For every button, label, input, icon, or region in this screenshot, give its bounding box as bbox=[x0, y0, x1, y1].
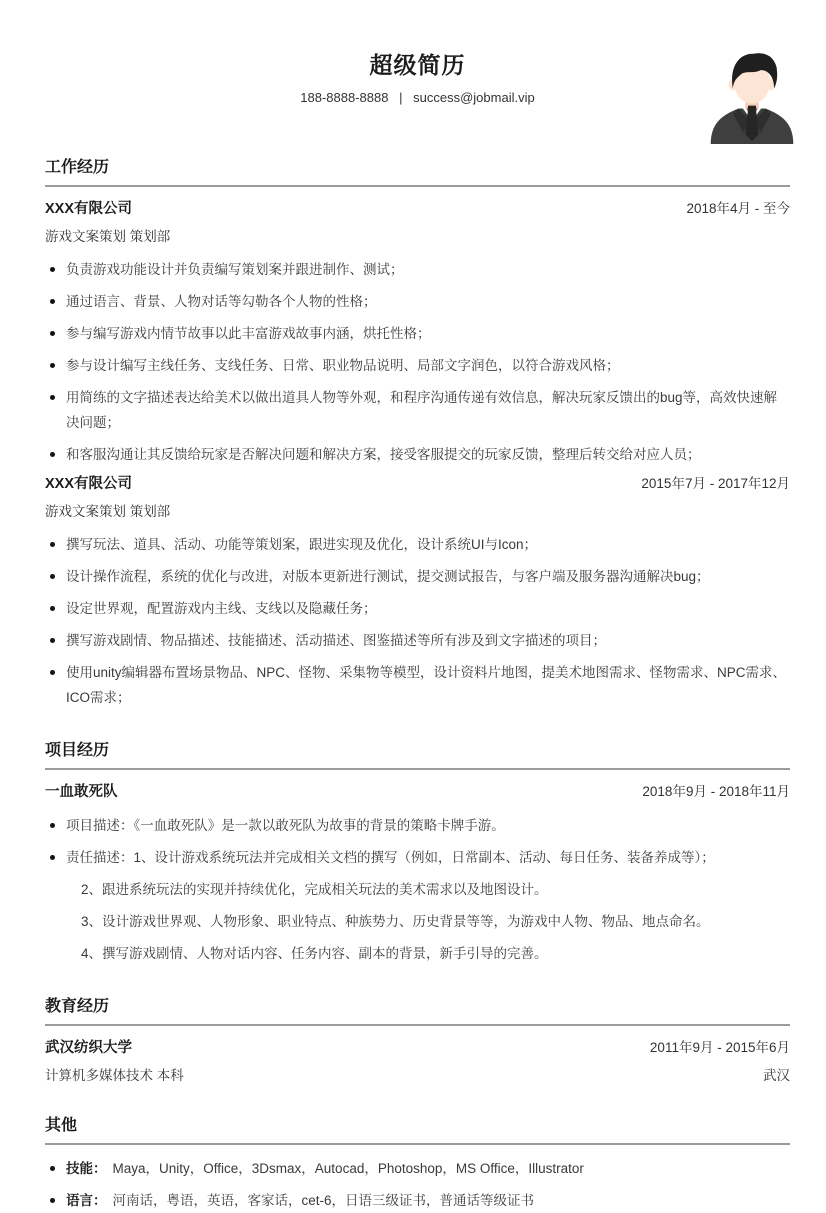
bullet-marker bbox=[50, 606, 55, 611]
bullet-marker bbox=[50, 267, 55, 272]
bullet-text: 设定世界观，配置游戏内主线、支线以及隐藏任务； bbox=[66, 601, 377, 616]
page-title: 超级简历 bbox=[369, 52, 466, 78]
bullet-text: 通过语言、背景、人物对话等勾勒各个人物的性格； bbox=[66, 294, 377, 309]
company-name: XXX有限公司 bbox=[45, 201, 133, 217]
languages-label: 语言： bbox=[66, 1193, 107, 1208]
bullet-item bbox=[45, 813, 790, 838]
bullet-marker bbox=[50, 823, 55, 828]
school-name: 武汉纺织大学 bbox=[45, 1040, 132, 1056]
bullet-text: 用简练的文字描述表达给美术以做出道具人物等外观，和程序沟通传递有效信息，解决玩家反馈出的bug等，高效快速解决问题； bbox=[66, 390, 778, 430]
job-header-row bbox=[45, 199, 790, 219]
email-address: success@jobmail.vip bbox=[413, 90, 535, 105]
job-role bbox=[45, 503, 790, 521]
project-header-row bbox=[45, 782, 790, 802]
job-role bbox=[45, 228, 790, 246]
bullet-marker bbox=[50, 574, 55, 579]
bullet-text: 参与编写游戏内情节故事以此丰富游戏故事内涵，烘托性格； bbox=[66, 326, 431, 341]
bullet-item bbox=[45, 321, 790, 346]
bullet-marker bbox=[50, 638, 55, 643]
project-bullet-list bbox=[45, 813, 790, 870]
bullet-text: 撰写玩法、道具、活动、功能等策划案，跟进实现及优化，设计系统UI与Icon； bbox=[66, 537, 538, 552]
section-work bbox=[45, 157, 790, 710]
bullet-item bbox=[45, 564, 790, 589]
section-education bbox=[45, 996, 790, 1085]
bullet-item bbox=[45, 596, 790, 621]
bullet-marker bbox=[50, 855, 55, 860]
bullet-text: 使用unity编辑器布置场景物品、NPC、怪物、采集物等模型，设计资料片地图，提美术地图需求、怪物需求、NPC需求、ICO需求； bbox=[66, 665, 787, 705]
bullet-marker bbox=[50, 1198, 55, 1203]
contact-separator: | bbox=[399, 90, 403, 105]
bullet-text: 项目描述：《一血敢死队》是一款以敢死队为故事的背景的策略卡牌手游。 bbox=[66, 818, 505, 833]
job-bullet-list bbox=[45, 532, 790, 710]
education-block bbox=[45, 1038, 790, 1085]
skills-label: 技能： bbox=[66, 1161, 107, 1176]
resume-header bbox=[45, 50, 790, 107]
job-role-text: 游戏文案策划 策划部 bbox=[45, 504, 171, 519]
bullet-item bbox=[45, 257, 790, 282]
bullet-item bbox=[45, 442, 790, 467]
section-heading-project: 项目经历 bbox=[45, 742, 110, 759]
phone-number: 188-8888-8888 bbox=[300, 90, 389, 105]
bullet-item bbox=[45, 289, 790, 314]
section-project bbox=[45, 740, 790, 966]
bullet-item bbox=[45, 532, 790, 557]
job-block-1 bbox=[45, 199, 790, 467]
job-header-row bbox=[45, 474, 790, 494]
education-date: 2011年9月 - 2015年6月 bbox=[649, 1040, 790, 1055]
bullet-marker bbox=[50, 542, 55, 547]
job-date: 2015年7月 - 2017年12月 bbox=[641, 476, 790, 491]
bullet-text: 责任描述：1、设计游戏系统玩法并完成相关文档的撰写（例如，日常副本、活动、每日任务、装备养成等）； bbox=[66, 850, 715, 865]
job-role-text: 游戏文案策划 策划部 bbox=[45, 229, 171, 244]
job-bullet-list bbox=[45, 257, 790, 467]
bullet-text: 参与设计编写主线任务、支线任务、日常、职业物品说明、局部文字润色，以符合游戏风格； bbox=[66, 358, 620, 373]
company-name: XXX有限公司 bbox=[45, 476, 133, 492]
bullet-text: 设计操作流程，系统的优化与改进，对版本更新进行测试，提交测试报告，与客户端及服务器沟通解决bug； bbox=[66, 569, 710, 584]
bullet-marker bbox=[50, 299, 55, 304]
other-bullet-list bbox=[45, 1156, 790, 1213]
bullet-marker bbox=[50, 331, 55, 336]
project-block bbox=[45, 782, 790, 966]
languages-item bbox=[45, 1188, 790, 1213]
section-divider bbox=[45, 1143, 790, 1145]
major-degree: 计算机多媒体技术 本科 bbox=[45, 1068, 184, 1083]
job-block-2 bbox=[45, 474, 790, 710]
bullet-marker bbox=[50, 395, 55, 400]
avatar bbox=[704, 47, 800, 145]
bullet-item bbox=[45, 660, 790, 710]
contact-line bbox=[45, 89, 790, 107]
section-other bbox=[45, 1115, 790, 1213]
project-sub-item: 3、设计游戏世界观、人物形象、职业特点、种族势力、历史背景等等，为游戏中人物、物品、地点命名。 bbox=[81, 914, 710, 929]
bullet-marker bbox=[50, 670, 55, 675]
languages-value: 河南话，粤语，英语，客家话，cet-6，日语三级证书，普通话等级证书 bbox=[112, 1193, 535, 1208]
section-heading-education: 教育经历 bbox=[45, 998, 110, 1015]
project-sub-item: 2、跟进系统玩法的实现并持续优化，完成相关玩法的美术需求以及地图设计。 bbox=[81, 882, 548, 897]
skills-value: Maya，Unity，Office，3Dsmax，Autocad，Photoshop，MS Office，Illustrator bbox=[112, 1161, 584, 1176]
project-sub-item: 4、撰写游戏剧情、人物对话内容、任务内容、副本的背景，新手引导的完善。 bbox=[81, 946, 548, 961]
project-sub-items bbox=[81, 877, 790, 966]
section-heading-other: 其他 bbox=[45, 1117, 78, 1134]
bullet-marker bbox=[50, 452, 55, 457]
bullet-marker bbox=[50, 363, 55, 368]
bullet-item bbox=[45, 845, 790, 870]
project-name: 一血敢死队 bbox=[45, 784, 118, 800]
education-header-row bbox=[45, 1038, 790, 1058]
education-detail-row bbox=[45, 1067, 790, 1085]
section-divider bbox=[45, 185, 790, 187]
languages-text bbox=[66, 1188, 790, 1213]
job-date: 2018年4月 - 至今 bbox=[686, 201, 790, 216]
bullet-item bbox=[45, 385, 790, 435]
male-avatar-icon bbox=[704, 47, 800, 145]
bullet-text: 撰写游戏剧情、物品描述、技能描述、活动描述、图鉴描述等所有涉及到文字描述的项目； bbox=[66, 633, 606, 648]
project-date: 2018年9月 - 2018年11月 bbox=[642, 784, 790, 799]
bullet-text: 负责游戏功能设计并负责编写策划案并跟进制作、测试； bbox=[66, 262, 404, 277]
bullet-item bbox=[45, 353, 790, 378]
section-divider bbox=[45, 1024, 790, 1026]
bullet-text: 和客服沟通让其反馈给玩家是否解决问题和解决方案，接受客服提交的玩家反馈，整理后转交给对应人员； bbox=[66, 447, 701, 462]
bullet-item bbox=[45, 628, 790, 653]
section-divider bbox=[45, 768, 790, 770]
education-location: 武汉 bbox=[763, 1068, 790, 1083]
section-heading-work: 工作经历 bbox=[45, 159, 110, 176]
